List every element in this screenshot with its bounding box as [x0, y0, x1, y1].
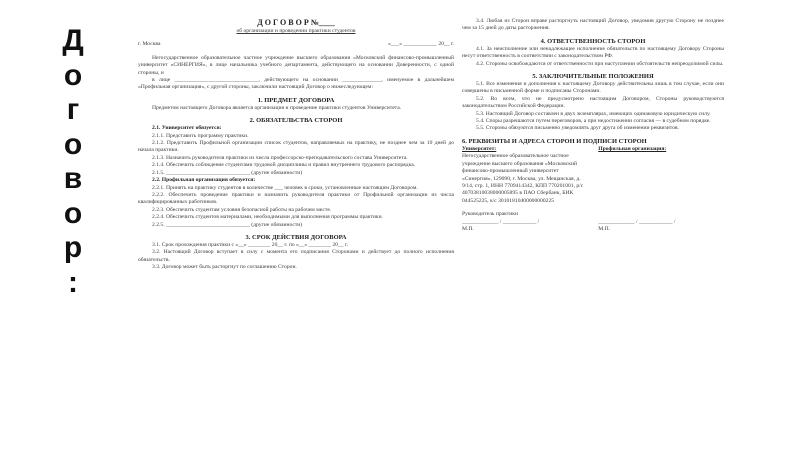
place-date-row [138, 41, 454, 48]
paragraph: 5.2. Во всем, что не предусмотрено настоящим Договором, Стороны руководствуются законодательством Российской Федерации. [462, 95, 724, 110]
paragraph: 5.1. Все изменения и дополнения к настоящему Договору действительны лишь в том случае, если они совершены в письменной форме и подписаны Сторонами. [462, 81, 724, 95]
section-heading: 5. ЗАКЛЮЧИТЕЛЬНЫЕ ПОЛОЖЕНИЯ [532, 73, 654, 81]
paragraph: 2.1.2. Представить Профильной организации список студентов, направляемых на практику, не позднее чем за 10 дней до начала практики. [138, 140, 454, 154]
title-letter: : [68, 265, 78, 299]
paragraph: 5.3. Настоящий Договор составлен в двух экземплярах, имеющих одинаковую юридическую силу. [476, 110, 711, 117]
paragraph: 2.2.5. ______________________________ (другие обязанности) [152, 221, 303, 228]
title-letter: о [63, 127, 83, 161]
paragraph: 2.1.4. Обеспечить соблюдение студентами трудовой дисциплины и правил внутреннего трудового распорядка. [152, 162, 416, 169]
preamble-continued: в лице ______________________________, действующего на основании ______________, именуемое в дальнейшем «Профильная организация», с другой стороны, заключили настоящий Договор о нижеследующем: [138, 77, 454, 91]
paragraph: 3.2. Настоящий Договор вступает в силу с момента его подписания Сторонами и действует до полного исполнения обязательств. [138, 249, 454, 263]
paragraph: 2.1.1. Представить программу практики. [152, 132, 249, 139]
title-letter: о [63, 58, 83, 92]
document-page-right [462, 18, 724, 448]
paragraph: 5.4. Споры разрешаются путем переговоров, а при недостижении согласия — в судебном порядке. [476, 118, 711, 125]
section-heading: 6. РЕКВИЗИТЫ И АДРЕСА СТОРОН И ПОДПИСИ СТОРОН [462, 137, 647, 145]
title-letter: о [63, 196, 83, 230]
contract-subtitle: об организации и проведении практики студентов [236, 28, 356, 34]
paragraph: 3.4. Любая из Сторон вправе расторгнуть настоящий Договор, уведомив другую Сторону не позднее чем за 15 дней до даты расторжения. [462, 18, 724, 32]
title-letter: р [63, 231, 83, 264]
paragraph: 2.2.2. Обеспечить проведение практики и назначить руководителя практики от Профильной организации из числа квалифицированных работников. [138, 191, 454, 206]
paragraph: 2.1.5. ______________________________ (другие обязанности) [152, 169, 303, 176]
subsection-heading: 2.1. Университет обязуется: [152, 125, 222, 132]
subsection-heading: 2.2. Профильная организация обязуется: [152, 177, 256, 184]
section-heading: 3. СРОК ДЕЙСТВИЯ ДОГОВОРА [245, 233, 347, 241]
requisites-university [462, 146, 588, 205]
paragraph: 4.2. Стороны освобождаются от ответственности при наступлении обстоятельств непреодолимой силы. [476, 60, 724, 67]
title-letter: г [66, 93, 80, 126]
signature-university: _____________ / ____________ / [462, 218, 540, 225]
contract-title: Д О Г О В О Р №____ [257, 18, 335, 27]
section-heading: 1. ПРЕДМЕТ ДОГОВОРА [257, 96, 335, 104]
title-letter: Д [62, 24, 84, 57]
requisites-columns [462, 146, 724, 205]
requisites-organization [598, 146, 724, 205]
university-requisites: Негосударственное образовательное частное учреждение высшего образования «Московский финансово-промышленный университет «Синергия», 129090, г. Москва, ул. Мещанская, д. 9/14, стр. 1, ИНН 7709414342, КПП 770201001, р/с 40703810038000005895 в ПАО Сбербанк, БИК 044525225, к/с 30101810400000000225 [462, 153, 584, 204]
vertical-title [58, 24, 88, 300]
signature-organization: _____________ / ____________ / [598, 218, 676, 225]
section-heading: 4. ОТВЕТСТВЕННОСТЬ СТОРОН [540, 37, 646, 45]
column-heading: Университет: [462, 145, 497, 152]
paragraph: 2.2.4. Обеспечить студентов материалами, необходимыми для выполнения программы практики. [152, 214, 383, 221]
title-letter: в [63, 162, 83, 195]
paragraph: 5.5. Стороны обязуются письменно уведомлять друг друга об изменении реквизитов. [476, 125, 679, 132]
paragraph: 2.1.3. Назначить руководителя практики из числа профессорско-преподавательского состава Университета. [152, 154, 408, 161]
section-heading: 2. ОБЯЗАТЕЛЬСТВА СТОРОН [249, 117, 343, 125]
paragraph: 3.1. Срок прохождения практики с «__» ________ 20__ г. по «__» ________ 20__ г. [152, 241, 349, 248]
city: г. Москва [138, 41, 161, 48]
document-page-left [138, 18, 454, 448]
paragraph: Предметом настоящего Договора является организация и проведение практики студентов Университета. [152, 104, 402, 111]
signature-label: Руководитель практики [462, 211, 518, 218]
stamp-row [462, 226, 724, 233]
paragraph: 2.2.1. Принять на практику студентов в количестве ___ человек в сроки, установленные настоящим Договором. [152, 184, 418, 191]
column-heading: Профильная организация: [598, 145, 667, 152]
paragraph: 4.1. За неисполнение или ненадлежащее исполнение обязательств по настоящему Договору Стороны несут ответственность в соответствии с законодательством РФ. [462, 45, 724, 60]
paragraph: 2.2.3. Обеспечить студентам условия безопасной работы на рабочем месте. [152, 206, 332, 213]
stamp-label: М.П. [462, 225, 474, 232]
stamp-label: М.П. [598, 225, 611, 232]
preamble: Негосударственное образовательное частное учреждение высшего образования «Московский финансово-промышленный университет «СИНЕРГИЯ», в лице начальника учебного департамента, действующего на основании Доверенности, с одной стороны, и [138, 54, 454, 76]
contract-date: «___» ____________ 20__ г. [388, 41, 454, 48]
signature-row [462, 219, 724, 226]
paragraph: 3.3. Договор может быть расторгнут по соглашению Сторон. [152, 264, 297, 271]
